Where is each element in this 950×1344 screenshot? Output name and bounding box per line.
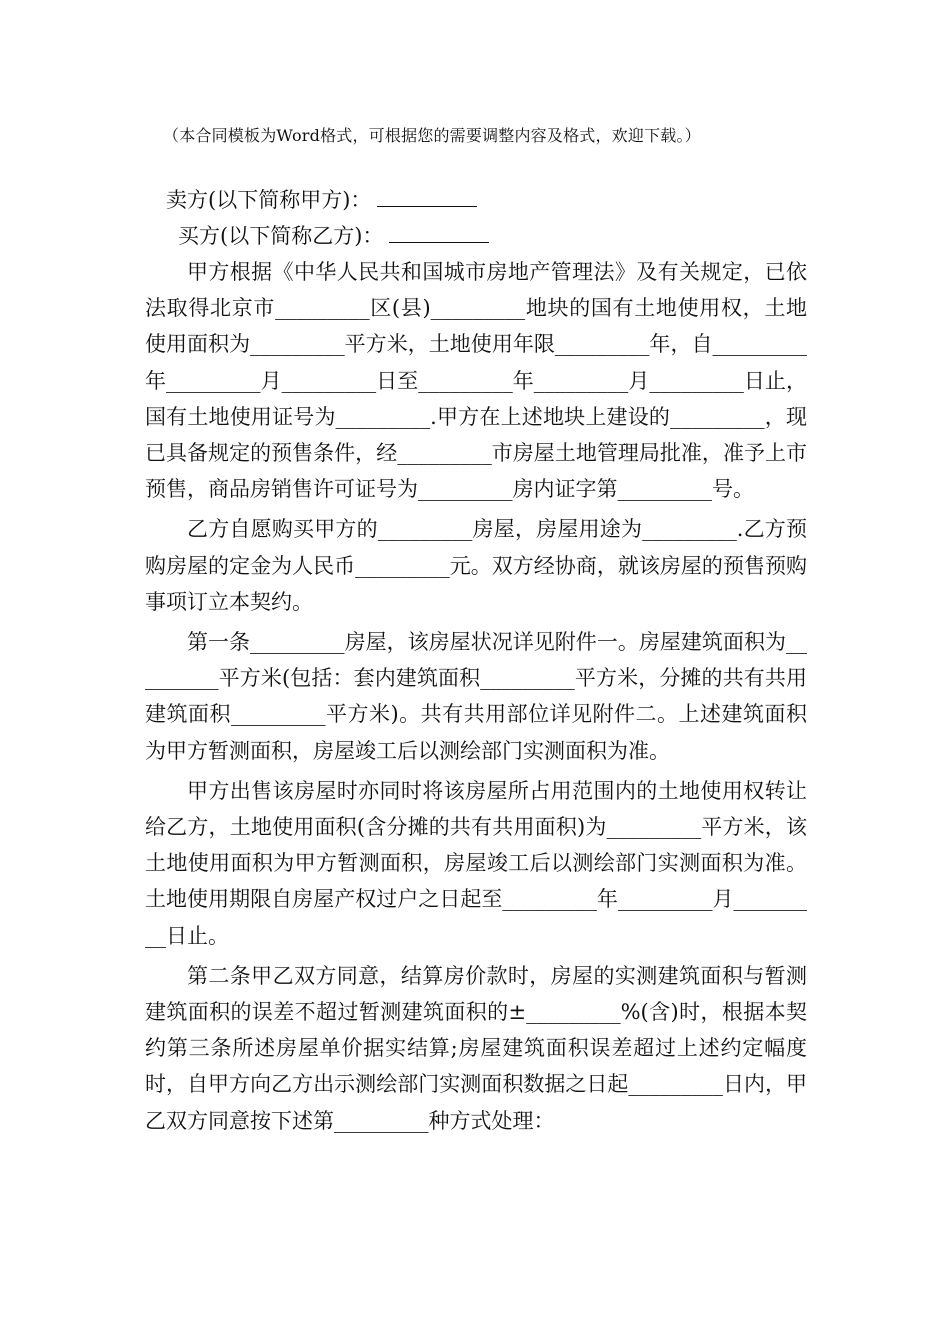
paragraph-article-2: 第二条甲乙双方同意，结算房价款时，房屋的实测建筑面积与暂测建筑面积的误差不超过暂测建筑面积的±_________%(含)时，根据本契约第三条所述房屋单价据实结算;房屋建筑面积误差超过上述约定幅度时，自甲方向乙方出示测绘部门实测面积数据之日起_________日内，甲乙双方同意按下述第_________种方式处理：	[145, 963, 807, 1133]
paragraph-purchase-intent: 乙方自愿购买甲方的_________房屋，房屋用途为_________.乙方预购房屋的定金为人民币_________元。双方经协商，就该房屋的预售预购事项订立本契约。	[145, 517, 807, 614]
seller-line	[166, 184, 477, 215]
seller-name-blank	[377, 184, 477, 207]
contract-body	[145, 254, 807, 1139]
paragraph-article-1: 第一条_________房屋，该房屋状况详见附件一。房屋建筑面积为_________平方米(包括：套内建筑面积_________平方米，分摊的共有共用建筑面积_________平方米)。共有共用部位详见附件二。上述建筑面积为甲方暂测面积，房屋竣工后以测绘部门实测面积为准。	[145, 630, 807, 763]
template-note: （本合同模板为Word格式，可根据您的需要调整内容及格式，欢迎下载。）	[163, 126, 701, 145]
buyer-label: 买方(以下简称乙方)：	[178, 224, 384, 248]
paragraph-land-transfer: 甲方出售该房屋时亦同时将该房屋所占用范围内的土地使用权转让给乙方，土地使用面积(含分摊的共有共用面积)为_________平方米，该土地使用面积为甲方暂测面积，房屋竣工后以测绘部门实测面积为准。土地使用期限自房屋产权过户之日起至_________年_________月_________日止。	[145, 778, 807, 948]
paragraph-land-rights: 甲方根据《中华人民共和国城市房地产管理法》及有关规定，已依法取得北京市_________区(县)_________地块的国有土地使用权，土地使用面积为_________平方米，土地使用年限_________年，自_________年_________月_________日至_________年_________月_________日止，国有土地使用证号为_________.甲方在上述地块上建设的_________，现已具备规定的预售条件，经_________市房屋土地管理局批准，准予上市预售，商品房销售许可证号为_________房内证字第_________号。	[145, 260, 807, 502]
seller-label: 卖方(以下简称甲方)：	[166, 188, 372, 212]
buyer-name-blank	[389, 220, 489, 243]
buyer-line	[178, 220, 489, 251]
